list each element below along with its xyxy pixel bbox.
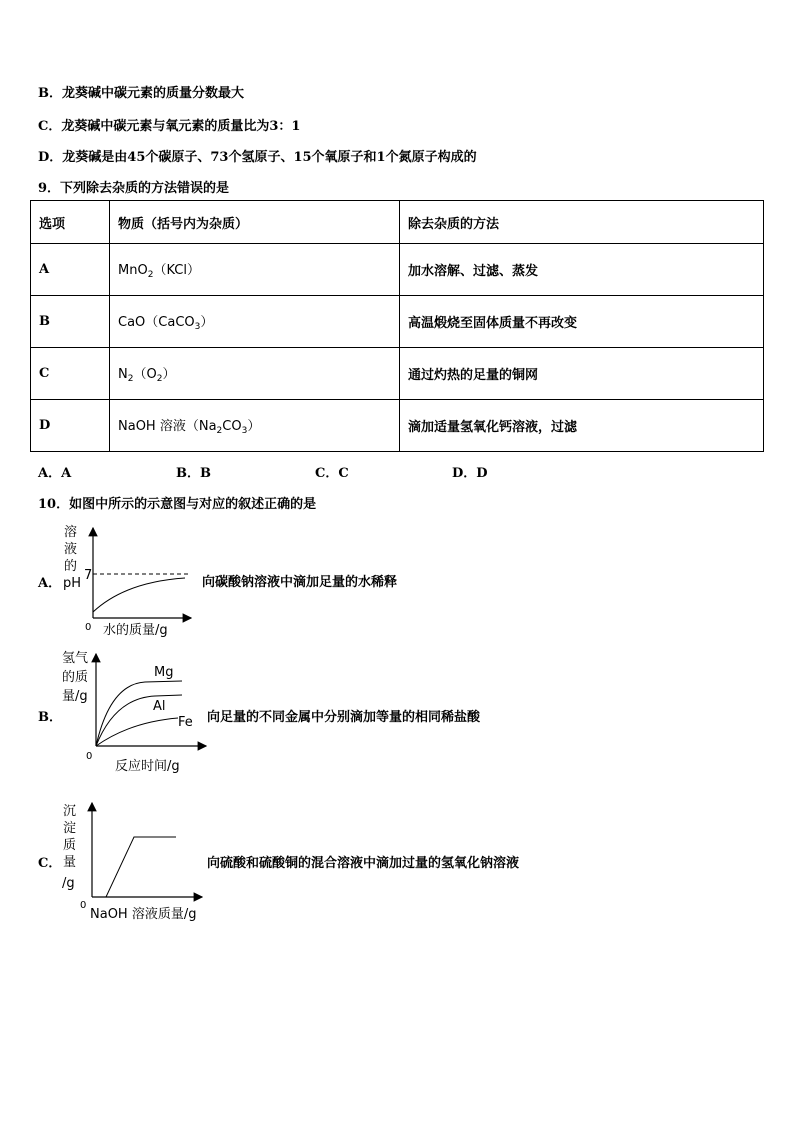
substance-formula: N xyxy=(118,367,128,382)
impurity-part: CO xyxy=(222,419,242,434)
ylabel-line: 量 xyxy=(63,855,77,870)
ylabel-line: /g xyxy=(62,876,75,891)
row-substance xyxy=(110,348,400,400)
choice-d: D．D xyxy=(452,466,488,481)
row-option: B xyxy=(31,296,110,348)
q8-option-d: D．龙葵碱是由45个碳原子、73个氢原子、15个氧原子和1个氮原子构成的 xyxy=(38,150,477,165)
impurity-close: ） xyxy=(200,315,214,330)
origin: 0 xyxy=(85,622,92,633)
table-row xyxy=(31,244,764,296)
header-option: 选项 xyxy=(31,201,110,244)
subscript: 3 xyxy=(241,426,248,436)
q8-option-b: B．龙葵碱中碳元素的质量分数最大 xyxy=(38,86,244,101)
table-header-row xyxy=(31,201,764,244)
ylabel-line: 淀 xyxy=(63,821,77,836)
graph-b xyxy=(60,648,210,776)
origin: 0 xyxy=(86,751,93,762)
q10-option-a-label: A． xyxy=(38,576,62,591)
impurity: （O xyxy=(133,367,157,382)
q9-stem: 9．下列除去杂质的方法错误的是 xyxy=(38,181,230,196)
header-substance: 物质（括号内为杂质） xyxy=(110,201,400,244)
q10-option-c-desc: 向硫酸和硫酸铜的混合溶液中滴加过量的氢氧化钠溶液 xyxy=(207,856,520,871)
q10-option-c-label: C． xyxy=(38,856,62,871)
impurity-close: ） xyxy=(247,419,261,434)
origin: 0 xyxy=(80,900,87,911)
precipitate-line xyxy=(106,837,176,897)
subscript: 2 xyxy=(147,270,154,280)
impurity: （KCl） xyxy=(153,263,200,278)
substance-formula: MnO xyxy=(118,263,148,278)
row-method: 高温煅烧至固体质量不再改变 xyxy=(400,296,764,348)
curve-mg xyxy=(96,681,182,746)
graph-a xyxy=(55,520,205,640)
row-method: 滴加适量氢氧化钙溶液，过滤 xyxy=(400,400,764,452)
impurity: （Na xyxy=(185,419,217,434)
table-row xyxy=(31,348,764,400)
row-substance xyxy=(110,400,400,452)
ylabel-line: 溶 xyxy=(64,525,78,540)
x-label: 反应时间/g xyxy=(115,759,180,774)
subscript: 2 xyxy=(216,426,223,436)
row-option: D xyxy=(31,400,110,452)
ylabel-line: pH xyxy=(63,576,82,591)
choice-b: B．B xyxy=(176,466,211,481)
subscript: 3 xyxy=(194,322,201,332)
row-option: A xyxy=(31,244,110,296)
table-row xyxy=(31,296,764,348)
x-label: 水的质量/g xyxy=(103,623,168,638)
series-label: Al xyxy=(153,699,166,714)
q8-option-c: C．龙葵碱中碳元素与氧元素的质量比为3：1 xyxy=(38,119,301,134)
header-method: 除去杂质的方法 xyxy=(400,201,764,244)
table-row xyxy=(31,400,764,452)
curve xyxy=(93,578,185,612)
ylabel-line: 的质 xyxy=(62,670,89,685)
impurity: （CaCO xyxy=(145,315,195,330)
choice-a: A．A xyxy=(38,466,72,481)
row-method: 通过灼热的足量的铜网 xyxy=(400,348,764,400)
subscript: 2 xyxy=(127,374,134,384)
q10-option-b-desc: 向足量的不同金属中分别滴加等量的相同稀盐酸 xyxy=(207,710,481,725)
row-method: 加水溶解、过滤、蒸发 xyxy=(400,244,764,296)
graph-c xyxy=(58,795,208,923)
ylabel-line: 量/g xyxy=(62,689,88,704)
substance-formula: NaOH 溶液 xyxy=(118,419,186,434)
ylabel-line: 沉 xyxy=(63,804,77,819)
ref-value: 7 xyxy=(84,568,93,583)
substance-formula: CaO xyxy=(118,315,146,330)
ylabel-line: 氢气 xyxy=(62,651,89,666)
ylabel-line: 的 xyxy=(64,559,78,574)
impurity-close: ） xyxy=(162,367,176,382)
q10-stem: 10．如图中所示的示意图与对应的叙述正确的是 xyxy=(38,497,317,512)
ylabel-line: 液 xyxy=(64,542,78,557)
row-substance xyxy=(110,296,400,348)
row-option: C xyxy=(31,348,110,400)
ylabel-line: 质 xyxy=(63,838,77,853)
q10-option-a-desc: 向碳酸钠溶液中滴加足量的水稀释 xyxy=(202,575,398,590)
q9-table xyxy=(30,200,764,452)
x-label: NaOH 溶液质量/g xyxy=(90,907,197,922)
row-substance xyxy=(110,244,400,296)
series-label: Fe xyxy=(178,715,193,730)
q10-option-b-label: B． xyxy=(38,710,62,725)
series-label: Mg xyxy=(154,665,174,680)
choice-c: C．C xyxy=(315,466,349,481)
subscript: 2 xyxy=(156,374,163,384)
